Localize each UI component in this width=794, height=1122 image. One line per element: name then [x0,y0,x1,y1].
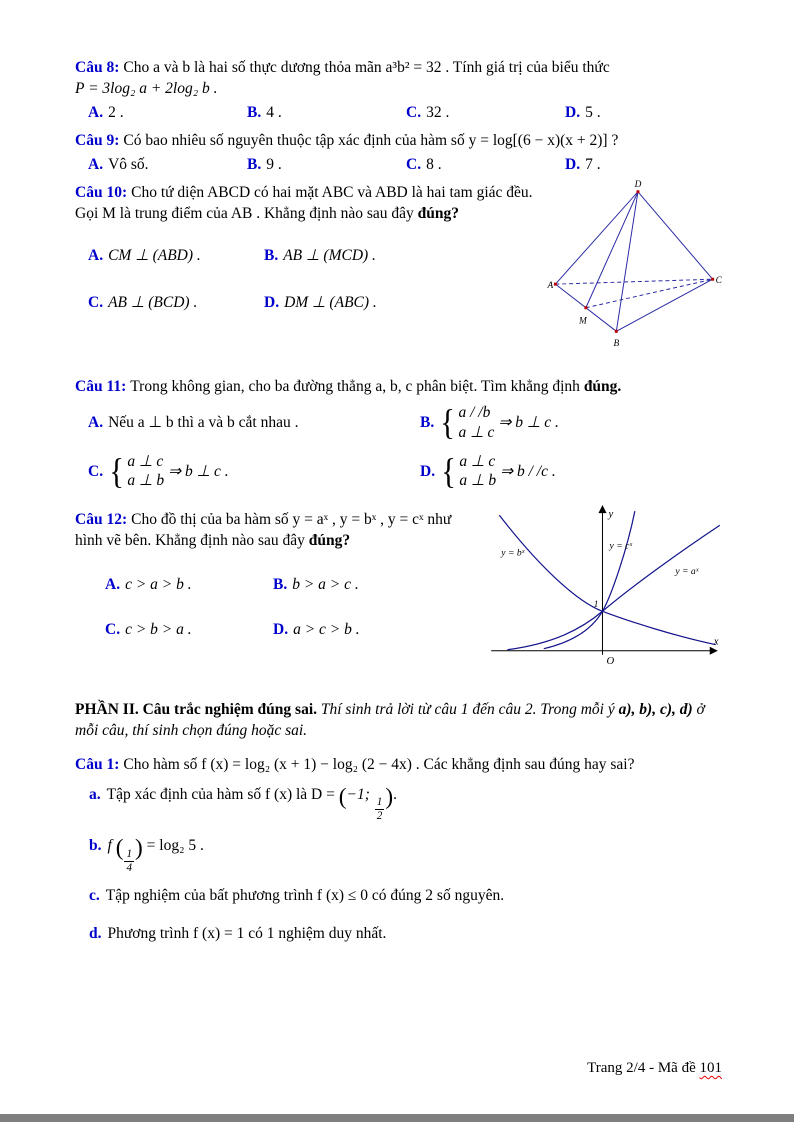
tetrahedron-figure [546,178,724,350]
left-brace: { [441,451,457,492]
open-paren: ( [338,783,347,810]
page-footer: Trang 2/4 - Mã đề 101 [587,1060,722,1076]
origin-label: O [606,655,615,667]
fraction-one-half: $\frac{1}{2}$ [376,796,383,823]
question-9-text: Câu 9: Có bao nhiêu số nguyên thuộc tập xác định của hàm số y = log[(6 − x)(x + 2)] ? [75,132,619,150]
part2-question-1 [75,754,724,945]
question-10-label: Câu 10: [75,183,128,201]
question-12-options [105,574,480,641]
part2-question-1-text: Câu 1: Cho hàm số f (x) = log₂ (x + 1) − log₂ (2 − 4x) . Các khẳng định sau đúng hay sai? [75,755,635,773]
graph-axes [491,505,718,655]
question-11-label: Câu 11: [75,377,127,395]
question-11-option-b: B. { a / /b a ⊥ c ⇒ b ⊥ c . [420,402,559,443]
x-axis-label: x [713,636,719,648]
question-12-text: Câu 12: Cho đồ thị của ba hàm số y = aˣ , y = bˣ , y = cˣ như hình vẽ bên. Khẳng định nào sau đây đúng? [75,510,452,550]
vertex-label-a: A [547,280,554,291]
question-12-label: Câu 12: [75,510,128,528]
curve-c-label: y = cˣ [609,540,633,552]
system-of-conditions: { a / /b a ⊥ c [440,402,495,443]
question-9-option-a: A. Vô số. [88,155,149,173]
question-11-option-d: D. { a ⊥ c a ⊥ b ⇒ b / /c . [420,451,556,492]
question-10 [75,179,724,352]
question-12-option-d: D. a > c > b . [273,620,360,638]
question-8-option-d: D. 5 . [565,103,601,121]
question-8-formula: P = 3log₂ a + 2log₂ b . [75,80,218,98]
question-10-option-a: A. CM ⊥ (ABD) . [88,246,201,264]
question-11-option-a: A. Nếu a ⊥ b thì a và b cắt nhau . [88,413,299,431]
question-9-option-d: D. 7 . [565,155,601,173]
question-9-options [88,154,724,175]
question-10-text: Câu 10: Cho tứ diện ABCD có hai mặt ABC và ABD là hai tam giác đều. Gọi M là trung điểm của AB . Khẳng định nào sau đây đúng? [75,183,533,223]
close-paren: ) [385,783,394,810]
fraction-one-quarter: $\frac{1}{4}$ [126,847,133,874]
part2-question-1-label: Câu 1: [75,755,120,773]
unit-tick-label: 1 [593,598,599,610]
system-of-conditions: { a ⊥ c a ⊥ b [109,451,165,492]
curve-b-label: y = bˣ [501,547,525,559]
open-paren: ( [115,835,124,862]
question-12-option-c: C. c > b > a . [105,620,192,638]
question-8-option-b: B. 4 . [247,103,282,121]
statement-d: d. Phương trình f (x) = 1 có 1 nghiệm duy nhất. [89,924,387,942]
question-12-option-a: A. c > a > b . [105,575,192,593]
question-8-option-a: A. 2 . [88,103,124,121]
question-10-option-c: C. AB ⊥ (BCD) . [88,294,198,311]
statement-a: a. Tập xác định của hàm số f (x) là D = (−1; $\frac{1}{2}$ ). [89,783,397,823]
question-9 [75,130,724,175]
statement-b: b. f ( $\frac{1}{4}$ ) = log₂ 5 . [89,835,204,874]
y-axis-label: y [608,508,614,520]
vertex-label-c: C [715,276,722,287]
question-11-option-c: C. { a ⊥ c a ⊥ b ⇒ b ⊥ c . [88,451,229,492]
question-9-option-b: B. 9 . [247,155,282,173]
question-11 [75,376,724,491]
question-12-option-b: B. b > a > c . [273,575,359,593]
curve-a-label: y = aˣ [675,565,699,577]
question-11-text: Câu 11: Trong không gian, cho ba đường thẳng a, b, c phân biệt. Tìm khẳng định đúng. [75,377,622,395]
vertex-label-d: D [634,179,642,190]
question-9-option-c: C. 8 . [406,155,442,173]
exam-code: 101 [699,1060,722,1076]
page-edge [0,1114,794,1122]
question-8-label: Câu 8: [75,59,120,76]
question-8-option-c: C. 32 . [406,103,450,121]
tetrahedron-vertices [554,190,714,333]
vertex-label-b: B [613,338,620,349]
question-10-options [88,245,538,314]
part2-heading: PHẦN II. Câu trắc nghiệm đúng sai. Thí sinh trả lời từ câu 1 đến câu 2. Trong mỗi ý a), b), c), d) ở mỗi câu, thí sinh chọn đúng hoặc sai. [75,700,705,740]
left-brace: { [440,402,456,443]
question-12 [75,509,724,673]
question-8-text: Câu 8: Cho a và b là hai số thực dương thỏa mãn a³b² = 32 . Tính giá trị của biểu thức [75,59,610,76]
question-8 [75,57,724,123]
vertex-label-m: M [579,316,587,327]
left-brace: { [109,451,125,492]
close-paren: ) [135,835,143,862]
system-of-conditions: { a ⊥ c a ⊥ b [441,451,497,492]
exponential-graph [484,503,724,673]
question-10-option-d: D. DM ⊥ (ABC) . [264,294,377,311]
question-9-label: Câu 9: [75,132,120,150]
question-8-options [88,102,724,123]
question-11-options [88,403,724,491]
graph-curves [499,508,720,650]
tetrahedron-edges [555,192,712,332]
question-10-option-b: B. AB ⊥ (MCD) . [264,246,376,264]
statement-c: c. Tập nghiệm của bất phương trình f (x) ≤ 0 có đúng 2 số nguyên. [89,887,505,905]
